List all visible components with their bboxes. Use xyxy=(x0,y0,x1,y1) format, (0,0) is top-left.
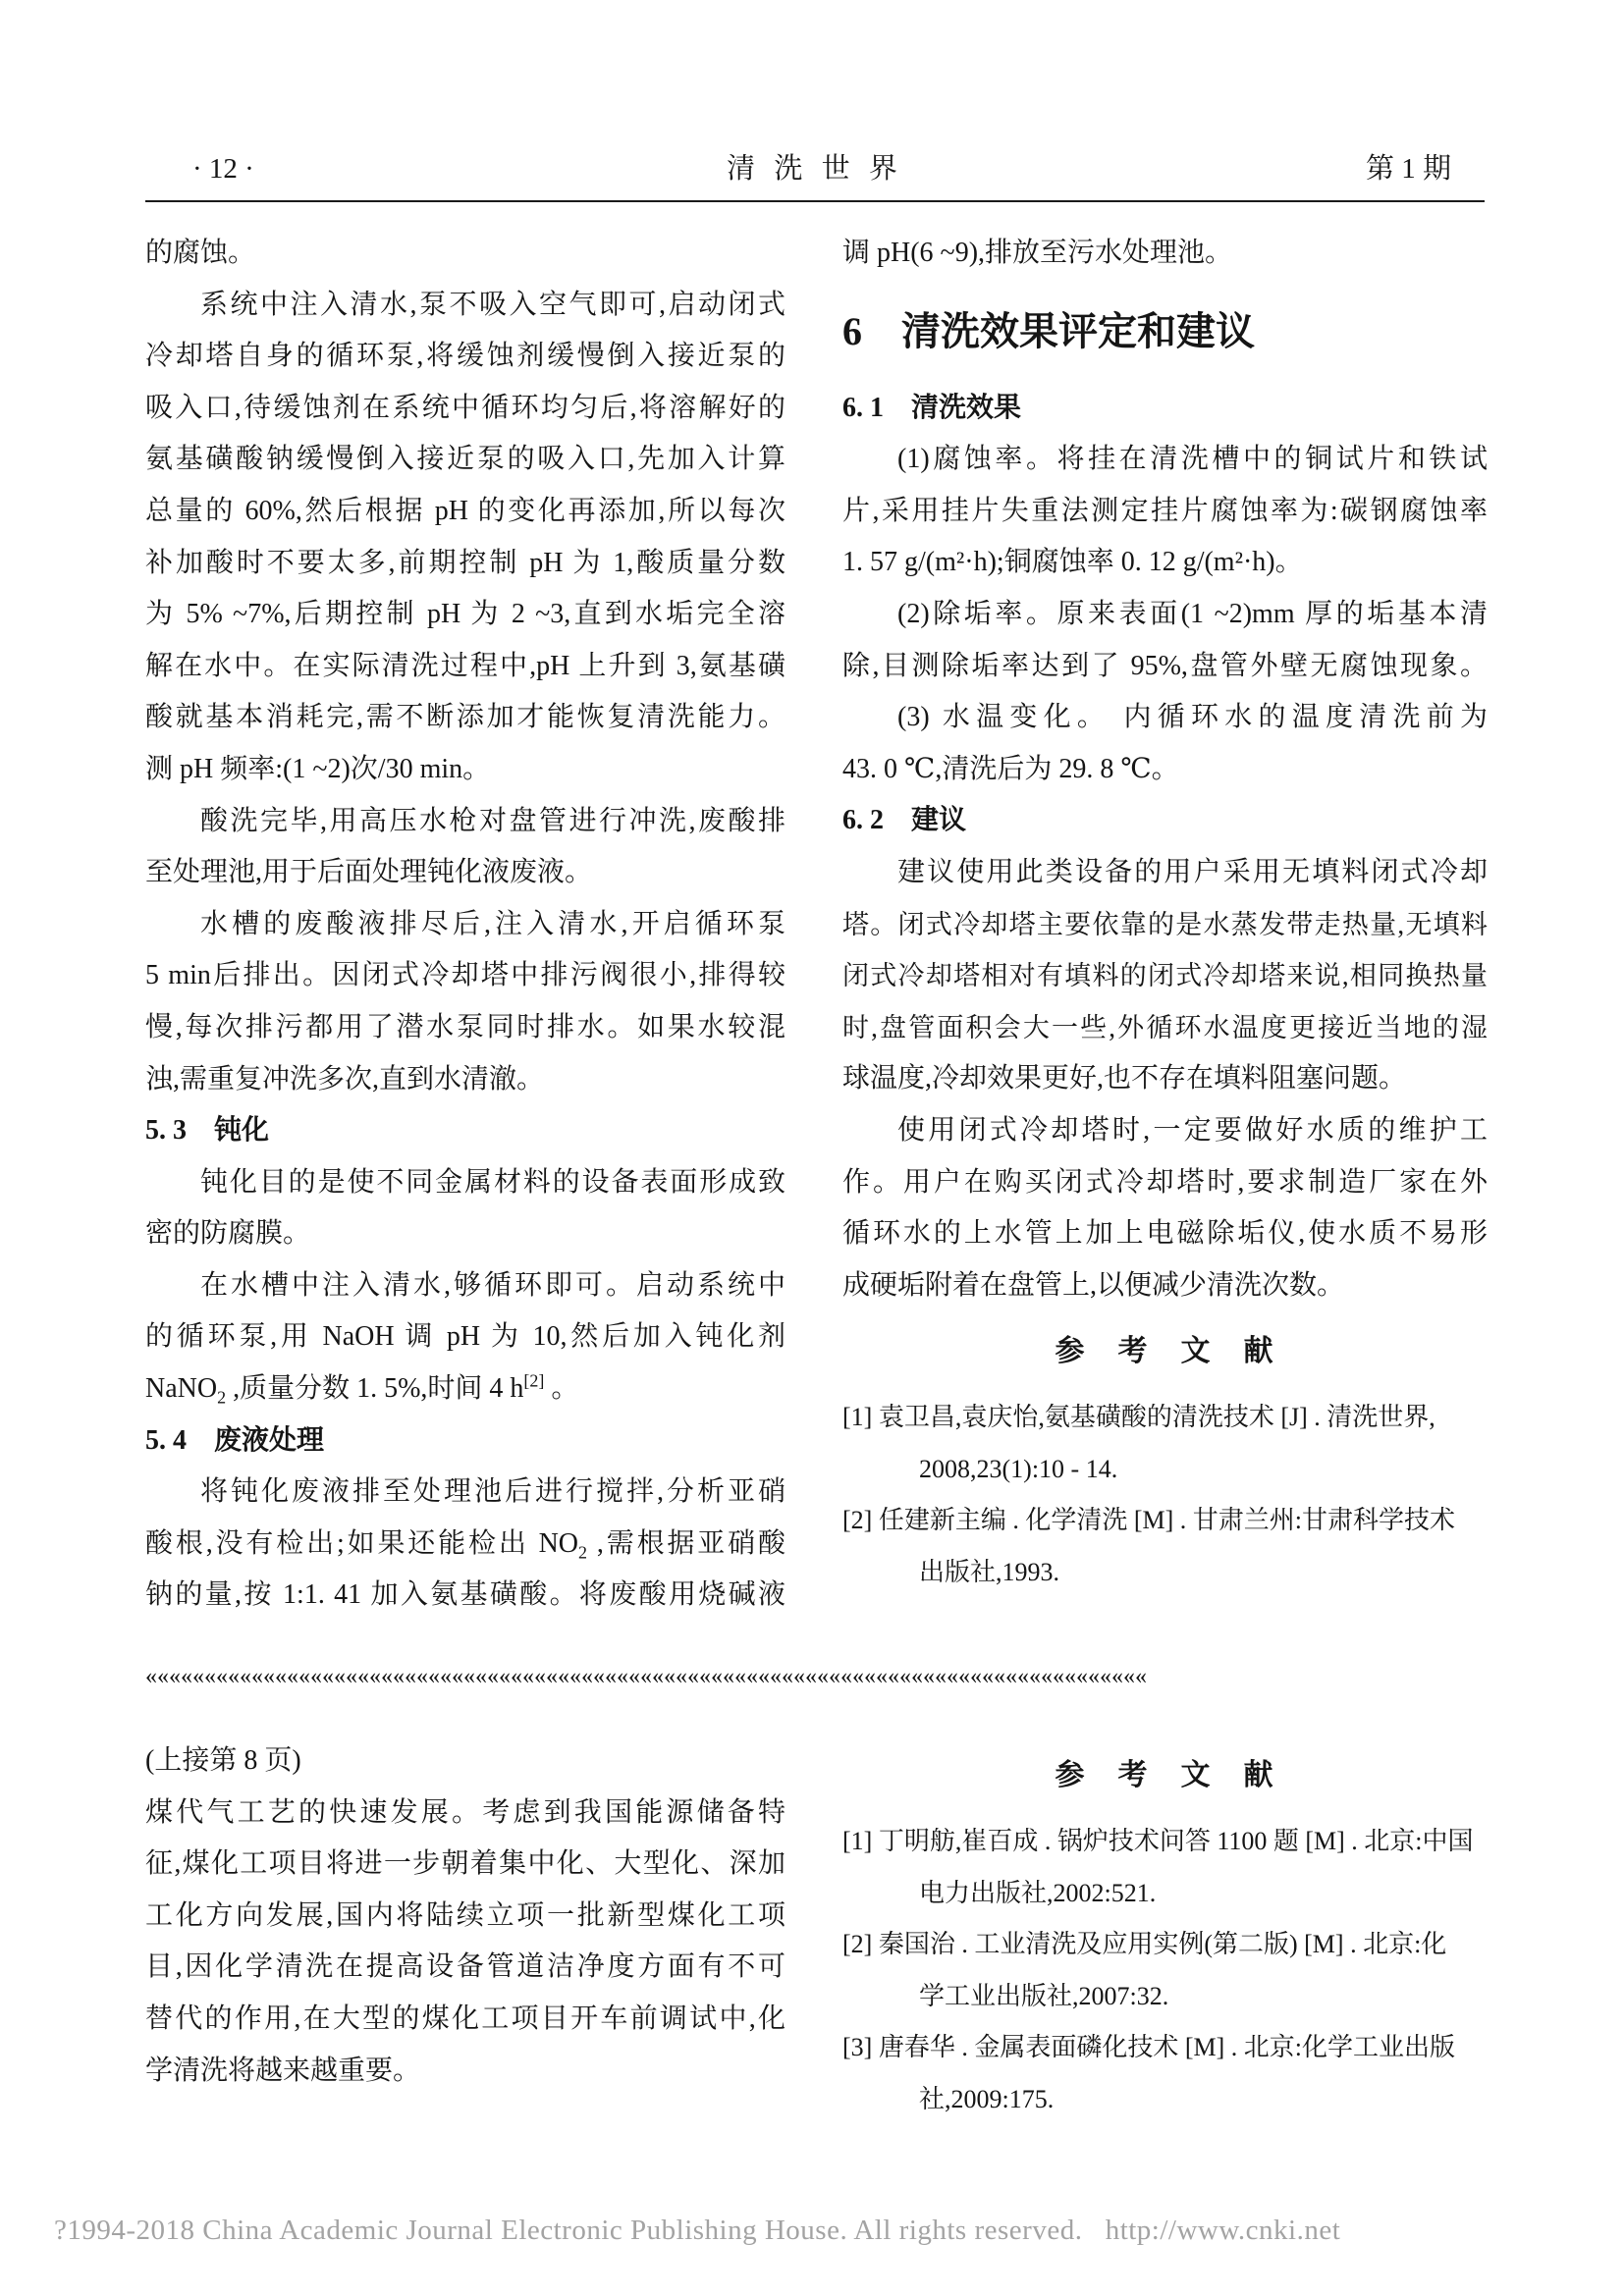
text-line: 至处理池,用于后面处理钝化液废液。 xyxy=(145,857,593,888)
text-line: (3) 水温变化。 内循环水的温度清洗前为 xyxy=(897,702,1488,733)
reference-item: 电力出版社,2002:521. xyxy=(919,1878,1157,1907)
text-line: 测 pH 频率:(1 ~2)次/30 min。 xyxy=(145,753,491,784)
reference-item: [2] 任建新主编 . 化学清洗 [M] . 甘肃兰州:甘肃科学技术 xyxy=(842,1506,1455,1535)
text-line: 的腐蚀。 xyxy=(145,238,256,268)
text-line: 慢,每次排污都用了潜水泵同时排水。如果水较混 xyxy=(145,1011,785,1042)
text-line: 片,采用挂片失重法测定挂片腐蚀率为:碳钢腐蚀率 xyxy=(842,495,1488,526)
text-line: 43. 0 ℃,清洗后为 29. 8 ℃。 xyxy=(842,753,1179,784)
text-line: 为 5% ~7%,后期控制 pH 为 2 ~3,直到水垢完全溶 xyxy=(145,599,785,630)
text-line: 学清洗将越来越重要。 xyxy=(145,2055,421,2086)
text-line: 循环水的上水管上加上电磁除垢仪,使水质不易形 xyxy=(842,1218,1488,1250)
text-line: 冷却塔自身的循环泵,将缓蚀剂缓慢倒入接近泵的 xyxy=(145,341,785,372)
reference-item: 学工业出版社,2007:32. xyxy=(919,1981,1169,2010)
continued-from-note: (上接第 8 页) xyxy=(145,1745,301,1776)
journal-title: 清 洗 世 界 xyxy=(727,153,903,185)
text-line: 时,盘管面积会大一些,外循环水温度更接近当地的湿 xyxy=(842,1012,1488,1042)
text-line: 调 pH(6 ~9),排放至污水处理池。 xyxy=(842,238,1233,268)
text-line: 煤代气工艺的快速发展。考虑到我国能源储备特 xyxy=(145,1796,785,1828)
text-line: 塔。闭式冷却塔主要依靠的是水蒸发带走热量,无填料 xyxy=(842,909,1488,939)
text-line: 钠的量,按 1:1. 41 加入氨基磺酸。将废酸用烧碱液 xyxy=(145,1579,785,1611)
text-line: 将钝化废液排至处理池后进行搅拌,分析亚硝 xyxy=(200,1476,785,1508)
text-line: 密的防腐膜。 xyxy=(145,1218,311,1250)
text-line: 总量的 60%,然后根据 pH 的变化再添加,所以每次 xyxy=(145,495,785,526)
text-line: 补加酸时不要太多,前期控制 pH 为 1,酸质量分数 xyxy=(145,547,785,578)
text-line: 目,因化学清洗在提高设备管道洁净度方面有不可 xyxy=(145,1951,785,1983)
page-number: · 12 · xyxy=(192,153,254,185)
text-line: 酸洗完毕,用高压水枪对盘管进行冲洗,废酸排 xyxy=(200,805,785,836)
subsection-heading-5-3: 5. 3 钝化 xyxy=(145,1115,270,1147)
text-line: 水槽的废酸液排尽后,注入清水,开启循环泵 xyxy=(200,908,785,939)
text-line: 除,目测除垢率达到了 95%,盘管外壁无腐蚀现象。 xyxy=(842,650,1488,681)
text-line: 5 min后排出。因闭式冷却塔中排污阀很小,排得较 xyxy=(145,960,785,991)
top-left-column xyxy=(145,228,785,1622)
subsection-heading-6-1: 6. 1 清洗效果 xyxy=(842,392,1022,423)
reference-item: 社,2009:175. xyxy=(919,2084,1055,2113)
text-line: (2)除垢率。原来表面(1 ~2)mm 厚的垢基本清 xyxy=(897,598,1488,629)
bottom-left-column xyxy=(145,1735,785,2097)
text-line: 的循环泵,用 NaOH 调 pH 为 10,然后加入钝化剂 xyxy=(145,1321,785,1353)
copyright-watermark: ?1994-2018 China Academic Journal Electronic Publishing House. All rights reserved. http://www.cnki.net xyxy=(54,2215,1341,2246)
text-line: 钝化目的是使不同金属材料的设备表面形成致 xyxy=(200,1166,785,1198)
text-line: 酸根,没有检出;如果还能检出 $NO_2$ ,需根据亚硝酸 xyxy=(145,1527,785,1563)
references-heading: 参 考 文 献 xyxy=(1055,1759,1275,1791)
text-line: 建议使用此类设备的用户采用无填料闭式冷却 xyxy=(897,856,1488,887)
section-heading-6: 6 清洗效果评定和建议 xyxy=(842,308,1255,353)
text-line: (1)腐蚀率。将挂在清洗槽中的铜试片和铁试 xyxy=(897,444,1488,475)
text-line: NaNO$_2$ ,质量分数 1. 5%,时间 4 h[2] 。 xyxy=(145,1370,579,1408)
text-line: 解在水中。在实际清洗过程中,pH 上升到 3,氨基磺 xyxy=(145,650,785,681)
reference-item: [1] 袁卫昌,袁庆怡,氨基磺酸的清洗技术 [J] . 清洗世界, xyxy=(842,1403,1435,1432)
text-line: 使用闭式冷却塔时,一定要做好水质的维护工 xyxy=(897,1114,1488,1146)
text-line: 工化方向发展,国内将陆续立项一批新型煤化工项 xyxy=(145,1899,785,1931)
reference-item: 2008,23(1):10 - 14. xyxy=(919,1454,1118,1483)
section-divider: ««««««««««««««««««««««««««««««««««««««««««««««««««««««««««««««««««««««««««««««««««««« xyxy=(145,1664,1147,1689)
reference-item: [2] 秦国治 . 工业清洗及应用实例(第二版) [M] . 北京:化 xyxy=(842,1930,1447,1959)
text-line: 浊,需重复冲洗多次,直到水清澈。 xyxy=(145,1063,545,1095)
reference-item: [3] 唐春华 . 金属表面磷化技术 [M] . 北京:化学工业出版 xyxy=(842,2033,1455,2062)
text-line: 吸入口,待缓蚀剂在系统中循环均匀后,将溶解好的 xyxy=(145,392,785,423)
text-line: 成硬垢附着在盘管上,以便减少清洗次数。 xyxy=(842,1269,1345,1301)
text-line: 征,煤化工项目将进一步朝着集中化、大型化、深加 xyxy=(145,1848,785,1880)
text-line: 酸就基本消耗完,需不断添加才能恢复清洗能力。 xyxy=(145,702,785,733)
text-line: 1. 57 g/(m²·h);铜腐蚀率 0. 12 g/(m²·h)。 xyxy=(842,547,1303,578)
text-line: 系统中注入清水,泵不吸入空气即可,启动闭式 xyxy=(200,289,785,320)
text-line: 闭式冷却塔相对有填料的闭式冷却塔来说,相同换热量 xyxy=(842,961,1488,991)
issue-label: 第 1 期 xyxy=(1365,153,1451,185)
top-right-column xyxy=(842,228,1488,1599)
reference-item: [1] 丁明舫,崔百成 . 锅炉技术问答 1100 题 [M] . 北京:中国 xyxy=(842,1827,1474,1855)
reference-item: 出版社,1993. xyxy=(919,1558,1060,1587)
subsection-heading-6-2: 6. 2 建议 xyxy=(842,805,967,836)
subsection-heading-5-4: 5. 4 废液处理 xyxy=(145,1424,325,1456)
text-line: 作。用户在购买闭式冷却塔时,要求制造厂家在外 xyxy=(842,1166,1488,1198)
header-rule xyxy=(145,200,1485,202)
references-heading: 参 考 文 献 xyxy=(1055,1335,1275,1368)
text-line: 替代的作用,在大型的煤化工项目开车前调试中,化 xyxy=(145,2002,785,2034)
text-line: 氨基磺酸钠缓慢倒入接近泵的吸入口,先加入计算 xyxy=(145,444,785,475)
bottom-right-column xyxy=(842,1735,1488,2126)
text-line: 球温度,冷却效果更好,也不存在填料阻塞问题。 xyxy=(842,1063,1407,1095)
text-line: 在水槽中注入清水,够循环即可。启动系统中 xyxy=(200,1269,785,1301)
